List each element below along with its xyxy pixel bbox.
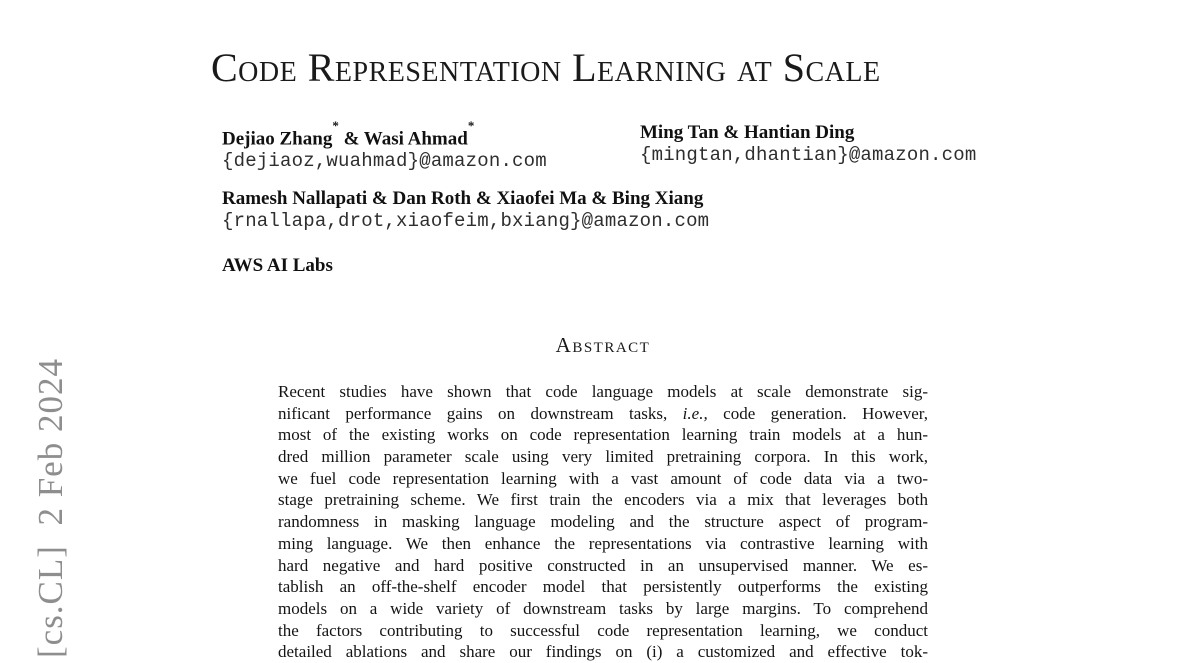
abstract-text: tablish an off-the-shelf encoder model that persistently outperforms the existing	[278, 577, 928, 597]
paper-title: Code Representation Learning at Scale	[211, 45, 881, 90]
abstract-line	[278, 381, 928, 403]
abstract-text-italic: i.e.,	[682, 403, 708, 423]
abstract-line	[278, 511, 928, 533]
abstract-text: Recent studies have shown that code language models at scale demonstrate sig-	[278, 382, 928, 401]
abstract-line	[278, 555, 928, 577]
abstract-lines	[278, 381, 928, 663]
abstract-text: randomness in masking language modeling and the structure aspect of program-	[278, 512, 928, 532]
author-names-2: Ming Tan & Hantian Ding	[640, 122, 855, 143]
abstract-text: code generation. However,	[707, 403, 928, 423]
abstract-line	[278, 403, 928, 425]
author-names-3: Ramesh Nallapati & Dan Roth & Xiaofei Ma & Bing Xiang	[222, 188, 704, 209]
abstract-text: dred million parameter scale using very limited pretraining corpora. In this work,	[278, 447, 928, 467]
author-emails-1: {dejiaoz,wuahmad}@amazon.com	[222, 150, 547, 173]
author-block-2	[640, 121, 976, 167]
abstract-text: detailed ablations and share our findings on (i) a customized and effective tok-	[278, 642, 928, 662]
abstract-line	[278, 533, 928, 555]
author-name: Dejiao Zhang	[222, 128, 333, 150]
abstract-line	[278, 446, 928, 468]
abstract-line	[278, 598, 928, 620]
author-block-3	[222, 187, 709, 233]
abstract-heading: Abstract	[555, 333, 651, 357]
author-names-1	[222, 118, 547, 150]
abstract-line	[278, 641, 928, 663]
author-block-1	[222, 118, 547, 173]
abstract-text: most of the existing works on code representation learning train models at a hun-	[278, 425, 928, 445]
abstract-line	[278, 620, 928, 642]
abstract-line	[278, 424, 928, 446]
footnote-marker: *	[467, 118, 475, 133]
arxiv-stamp: [cs.CL] 2 Feb 2024	[31, 358, 70, 658]
affiliation: AWS AI Labs	[222, 255, 333, 276]
abstract-text: ming language. We then enhance the representations via contrastive learning with	[278, 533, 928, 553]
abstract-text: we fuel code representation learning with a vast amount of code data via a two-	[278, 468, 928, 488]
author-emails-2: {mingtan,dhantian}@amazon.com	[640, 144, 977, 166]
abstract-line	[278, 468, 928, 490]
abstract-text: hard negative and hard positive constructed in an unsupervised manner. We es-	[278, 555, 928, 575]
abstract-text: the factors contributing to successful code representation learning, we conduct	[278, 620, 928, 640]
abstract-text: nificant performance gains on downstream tasks,	[278, 403, 683, 423]
abstract-text: stage pretraining scheme. We first train the encoders via a mix that leverages both	[278, 490, 928, 510]
footnote-marker: *	[332, 118, 339, 133]
author-name: & Wasi Ahmad	[338, 128, 468, 150]
abstract-line	[278, 489, 928, 511]
author-emails-3: {rnallapa,drot,xiaofeim,bxiang}@amazon.com	[222, 210, 710, 232]
abstract-text: models on a wide variety of downstream tasks by large margins. To comprehend	[278, 598, 928, 618]
abstract-line	[278, 576, 928, 598]
